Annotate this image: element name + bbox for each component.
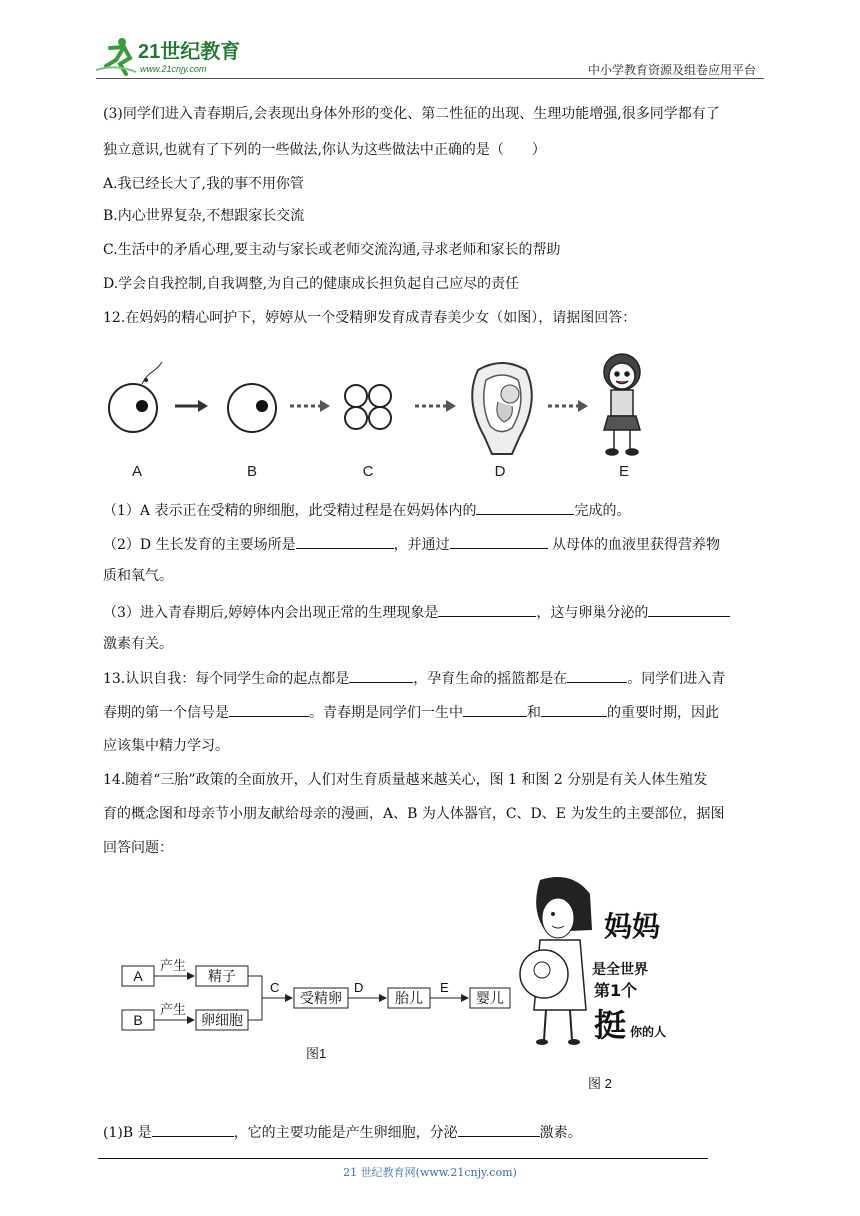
answer-blank[interactable] xyxy=(229,702,309,717)
mother-cartoon-figure2 xyxy=(520,877,666,1091)
answer-blank[interactable] xyxy=(463,702,527,717)
answer-blank[interactable] xyxy=(541,702,607,717)
q11-3-option-b: B.内心世界复杂,不想跟家长交流 xyxy=(103,208,305,224)
produce-label-a: 产生 xyxy=(160,958,187,973)
answer-blank[interactable] xyxy=(450,534,548,549)
cartoon-text-support: 挺 xyxy=(594,1006,627,1044)
q14-line1: 14.随着“三胎”政策的全面放开，人们对生育质量越来越关心，图 1 和图 2 分别是有关人体生殖发 xyxy=(103,772,708,788)
label-e: E xyxy=(618,463,630,480)
q11-3-option-a: A.我已经长大了,我的事不用你管 xyxy=(103,176,305,192)
label-a: A xyxy=(131,463,143,480)
answer-blank[interactable] xyxy=(458,1122,540,1137)
q14-line2: 育的概念图和母亲节小朋友献给母亲的漫画，A、B 为人体器官，C、D、E 为发生的主要部位，据图 xyxy=(103,806,725,822)
q11-3-option-d: D.学会自我控制,自我调整,为自己的健康成长担负起自己应尽的责任 xyxy=(103,276,520,292)
header-divider xyxy=(96,78,764,79)
q12-sub3-line2: 激素有关。 xyxy=(103,636,173,652)
platform-name: 中小学教育资源及组卷应用平台 xyxy=(587,63,756,77)
q12-stem: 12.在妈妈的精心呵护下，婷婷从一个受精卵发育成青春美少女（如图），请据图回答： xyxy=(103,310,637,326)
q13-line3: 应该集中精力学习。 xyxy=(103,738,229,754)
fetus-box: 胎儿 xyxy=(395,990,423,1006)
q11-3-option-c: C.生活中的矛盾心理,要主动与家长或老师交流沟通,寻求老师和家长的帮助 xyxy=(103,242,561,258)
q11-3-stem-line1: (3)同学们进入青春期后,会表现出身体外形的变化、第二性征的出现、生理功能增强,很多同学都有了 xyxy=(103,106,720,122)
box-b: B xyxy=(133,1012,143,1028)
egg-cell-a xyxy=(109,362,162,432)
answer-blank[interactable] xyxy=(476,500,574,515)
baby-box: 婴儿 xyxy=(476,990,504,1006)
cell-division-c xyxy=(345,385,391,429)
answer-blank[interactable] xyxy=(648,602,730,617)
page-header xyxy=(96,34,764,80)
answer-blank[interactable] xyxy=(152,1122,234,1137)
q14-line3: 回答问题： xyxy=(103,840,173,856)
answer-blank[interactable] xyxy=(438,602,536,617)
q11-3-stem-line2: 独立意识,也就有了下列的一些做法,你认为这些做法中正确的是（ ） xyxy=(103,142,546,158)
label-d: D xyxy=(494,463,506,480)
concept-map-figure1 xyxy=(122,958,510,1061)
q14-sub1: (1)B 是 ，它的主要功能是产生卵细胞，分泌 激素。 xyxy=(103,1122,582,1143)
svg-text:www.21cnjy.com: www.21cnjy.com xyxy=(140,64,207,74)
label-e: E xyxy=(440,980,449,995)
answer-blank[interactable] xyxy=(567,668,627,683)
development-sequence-figure xyxy=(100,350,660,490)
q12-sub3: （3）进入青春期后,婷婷体内会出现正常的生理现象是 ，这与卵巢分泌的 xyxy=(103,602,730,623)
footer-text: 21 世纪教育网(www.21cnjy.com) xyxy=(343,1166,517,1179)
cartoon-text-mama: 妈妈 xyxy=(604,910,661,943)
figure1-caption: 图1 xyxy=(306,1046,327,1061)
q12-sub2: （2）D 生长发育的主要场所是 ，并通过 从母体的血液里获得营养物 xyxy=(103,534,720,555)
cartoon-text-first: 第1个 xyxy=(594,981,638,1000)
girl-e xyxy=(604,354,640,455)
footer-divider xyxy=(98,1158,708,1159)
figure2-caption: 图 2 xyxy=(588,1076,612,1091)
cartoon-text-you: 你的人 xyxy=(630,1025,667,1039)
sperm-box: 精子 xyxy=(208,968,236,984)
answer-blank[interactable] xyxy=(296,534,394,549)
q12-sub1: （1）A 表示正在受精的卵细胞，此受精过程是在妈妈体内的 完成的。 xyxy=(103,500,630,521)
reproduction-figures xyxy=(110,870,680,1100)
label-d: D xyxy=(354,980,364,995)
fetus-in-uterus-d xyxy=(472,363,532,454)
site-logo xyxy=(96,34,256,78)
q12-sub2-line2: 质和氧气。 xyxy=(103,568,173,584)
q13-line1: 13.认识自我：每个同学生命的起点都是 ，孕育生命的摇篮都是在 。同学们进入青 xyxy=(103,668,725,689)
answer-blank[interactable] xyxy=(349,668,413,683)
svg-text:21世纪教育: 21世纪教育 xyxy=(138,41,241,63)
label-c: C xyxy=(270,980,280,995)
cartoon-text-world: 是全世界 xyxy=(592,962,648,978)
label-b: B xyxy=(246,463,258,480)
q13-line2: 春期的第一个信号是 。青春期是同学们一生中 和 的重要时期，因此 xyxy=(103,702,719,723)
produce-label-b: 产生 xyxy=(160,1002,187,1017)
zygote-b xyxy=(228,384,276,432)
box-a: A xyxy=(133,968,143,984)
zygote-box: 受精卵 xyxy=(300,990,342,1006)
egg-box: 卵细胞 xyxy=(201,1012,243,1028)
label-c: C xyxy=(362,463,374,480)
